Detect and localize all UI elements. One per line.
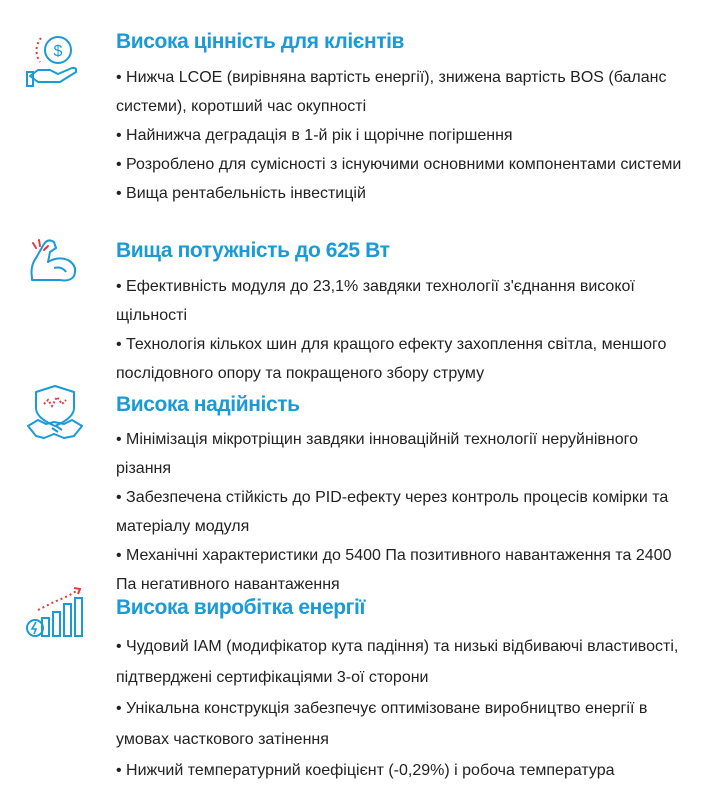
list-item: • Найнижча деградація в 1-й рік і щорічне погіршення — [116, 121, 691, 150]
flexed-arm-icon — [24, 228, 86, 290]
section-title: Вища потужність до 625 Вт — [116, 239, 390, 262]
shield-handshake-icon — [24, 382, 86, 444]
section-title: Висока надійність — [116, 393, 300, 416]
hand-dollar-icon — [24, 28, 86, 90]
list-item: • Нижча LCOE (вирівняна вартість енергії), знижена вартість BOS (баланс системи), коротший час окупності — [116, 63, 691, 121]
list-item: • Чудовий IAM (модифікатор кута падіння) та низькі відбиваючі властивості, підтверджені сертифікаціями 3-ої сторони — [116, 631, 691, 693]
section-title: Висока виробітка енергії — [116, 596, 365, 619]
list-item: • Мінімізація мікротріщин завдяки інноваційній технології неруйнівного різання — [116, 425, 691, 483]
list-item: • Розроблено для сумісності з існуючими основними компонентами системи — [116, 150, 691, 179]
bullet-list — [116, 63, 691, 208]
bullet-list — [116, 425, 691, 599]
list-item: • Технологія кількох шин для кращого ефекту захоплення світла, меншого послідовного опору та покращеного збору струму — [116, 330, 691, 388]
list-item: • Забезпечена стійкість до PID-ефекту через контроль процесів комірки та матеріалу модуля — [116, 483, 691, 541]
list-item: • Вища рентабельність інвестицій — [116, 179, 691, 208]
section-title: Висока цінність для клієнтів — [116, 30, 405, 53]
list-item: • Ефективність модуля до 23,1% завдяки технології з'єднання високої щільності — [116, 272, 691, 330]
bullet-list — [116, 272, 691, 388]
energy-growth-chart-icon — [24, 584, 86, 646]
list-item: • Унікальна конструкція забезпечує оптимізоване виробництво енергії в умовах часткового затінення — [116, 693, 691, 755]
bullet-list — [116, 631, 691, 786]
svg-text:$: $ — [53, 43, 63, 60]
list-item: • Нижчий температурний коефіцієнт (-0,29%) і робоча температура — [116, 755, 691, 786]
list-item: • Механічні характеристики до 5400 Па позитивного навантаження та 2400 Па негативного навантаження — [116, 541, 691, 599]
